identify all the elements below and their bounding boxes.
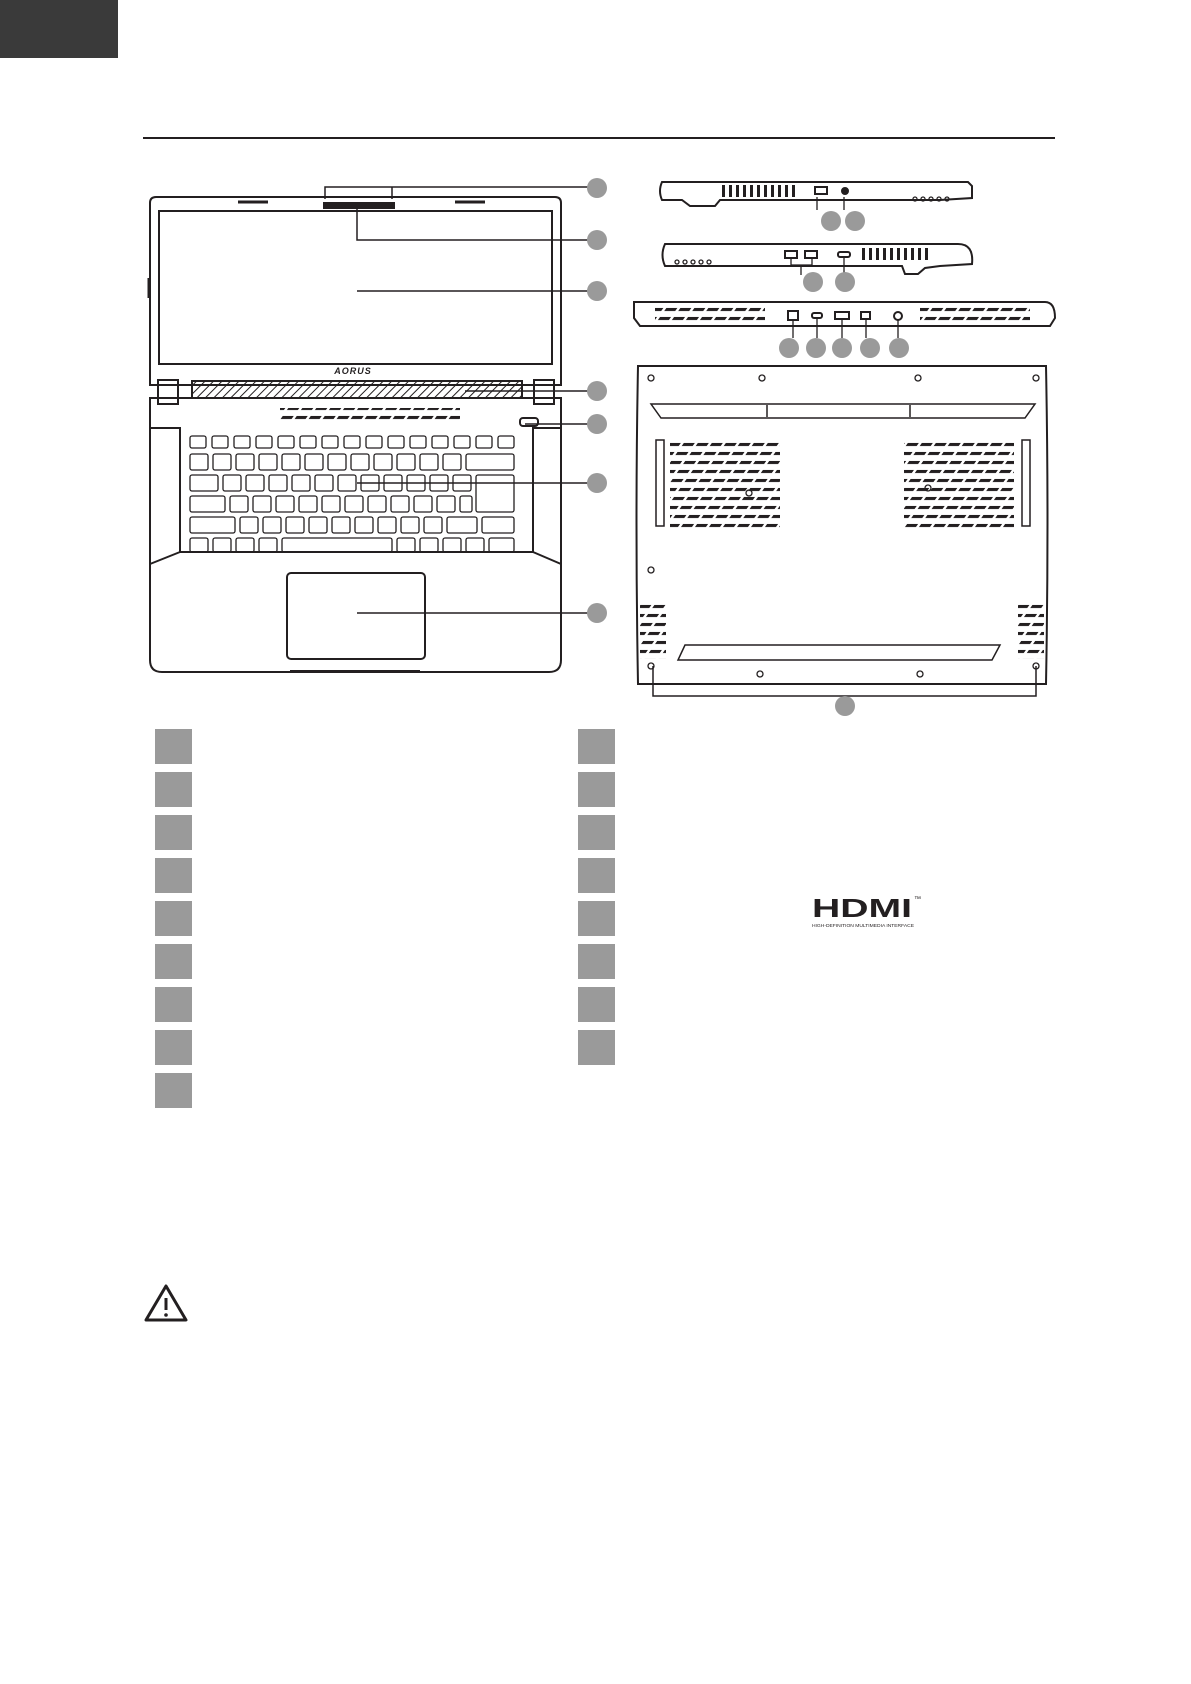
key-row-3 bbox=[190, 475, 514, 512]
legend-marker-left-5 bbox=[155, 901, 192, 936]
svg-text:HIGH-DEFINITION MULTIMEDIA INT: HIGH-DEFINITION MULTIMEDIA INTERFACE bbox=[812, 923, 914, 928]
legend-marker-right-7 bbox=[578, 987, 615, 1022]
legend-marker-left-9 bbox=[155, 1073, 192, 1108]
legend-marker-left-3 bbox=[155, 815, 192, 850]
hinge-left bbox=[158, 380, 178, 404]
rear-lan-port bbox=[788, 311, 798, 320]
key-row-2 bbox=[190, 454, 514, 470]
legend-marker-right-2 bbox=[578, 772, 615, 807]
key-row-4 bbox=[190, 496, 472, 512]
hdmi-logo bbox=[810, 893, 930, 933]
svg-text:™: ™ bbox=[914, 896, 921, 903]
legend-marker-right-1 bbox=[578, 729, 615, 764]
rear-mini-dp-port bbox=[861, 312, 870, 319]
legend-marker-left-2 bbox=[155, 772, 192, 807]
touchpad bbox=[287, 573, 425, 659]
legend-marker-left-6 bbox=[155, 944, 192, 979]
warning-triangle-icon bbox=[143, 1283, 189, 1323]
audio-jack bbox=[842, 188, 848, 194]
keyboard-vent bbox=[280, 408, 460, 422]
display-panel bbox=[159, 211, 552, 364]
legend-marker-left-8 bbox=[155, 1030, 192, 1065]
hinge-vent bbox=[192, 381, 522, 398]
laptop-top-view bbox=[149, 197, 561, 672]
key-row-5 bbox=[190, 517, 514, 533]
webcam-bar bbox=[324, 203, 394, 208]
laptop-side-views bbox=[634, 182, 1055, 700]
legend-marker-right-8 bbox=[578, 1030, 615, 1065]
legend-marker-right-4 bbox=[578, 858, 615, 893]
rear-dc-in bbox=[894, 312, 902, 320]
right-usb-port-2 bbox=[805, 251, 817, 258]
callout-bullets-right bbox=[779, 211, 909, 716]
keyboard-keys bbox=[190, 436, 514, 552]
rear-hdmi-port bbox=[835, 312, 849, 319]
key-row-6 bbox=[190, 538, 514, 552]
power-button bbox=[520, 418, 538, 426]
callout-lines-left bbox=[325, 187, 588, 613]
callout-bullets-left bbox=[587, 178, 607, 623]
right-usb-port-1 bbox=[785, 251, 797, 258]
legend-marker-right-3 bbox=[578, 815, 615, 850]
legend-marker-left-4 bbox=[155, 858, 192, 893]
svg-text:HDMI: HDMI bbox=[812, 893, 912, 923]
legend-marker-left-1 bbox=[155, 729, 192, 764]
legend-marker-right-5 bbox=[578, 901, 615, 936]
left-usb-port bbox=[815, 187, 827, 194]
key-row-1 bbox=[190, 436, 514, 448]
legend-marker-right-6 bbox=[578, 944, 615, 979]
rear-usbc-port bbox=[812, 313, 822, 318]
hinge-right bbox=[534, 380, 554, 404]
right-usbc-port bbox=[838, 252, 850, 257]
lid-brand-logo: AORUS bbox=[334, 366, 372, 376]
legend-marker-left-7 bbox=[155, 987, 192, 1022]
